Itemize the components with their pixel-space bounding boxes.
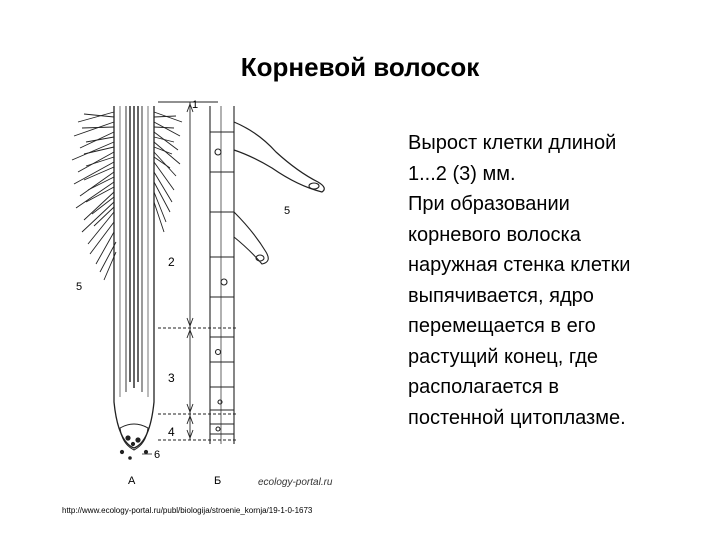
body-line: постенной цитоплазме. <box>408 406 626 429</box>
body-line: При образовании <box>408 193 570 215</box>
caption-a: А <box>128 475 136 487</box>
body-line: перемещается в его <box>408 315 596 337</box>
part-label-6: 6 <box>154 449 161 461</box>
zone-label-2: 2 <box>168 255 175 269</box>
root-hairs-right <box>154 112 182 232</box>
root-tip-drawing <box>72 106 182 459</box>
slide-title: Корневой волосок <box>240 52 480 82</box>
zone-label-1: 1 <box>192 99 199 111</box>
slide-body-text <box>408 128 708 433</box>
source-url: http://www.ecology-portal.ru/publ/biologija/stroenie_kornja/19-1-0-1673 <box>62 506 313 515</box>
caption-b: Б <box>214 475 222 487</box>
cell-column-drawing <box>210 106 324 444</box>
zone-dimension-lines <box>158 102 238 440</box>
zone-label-4: 4 <box>168 425 175 439</box>
root-hairs-left <box>72 112 116 280</box>
watermark-text: ecology-portal.ru <box>258 477 333 488</box>
body-line: наружная стенка клетки <box>408 254 631 276</box>
body-line: 1...2 (3) мм. <box>408 162 516 185</box>
body-line: корневого волоска <box>408 223 581 246</box>
root-hair-illustration <box>58 92 358 522</box>
hair-label-right: 5 <box>284 205 291 217</box>
body-line: располагается в <box>408 376 559 398</box>
body-line: растущий конец, где <box>408 345 599 368</box>
body-line: выпячивается, ядро <box>408 284 594 307</box>
body-line: Вырост клетки длиной <box>408 132 617 154</box>
hair-label-left: 5 <box>76 281 83 293</box>
zone-label-3: 3 <box>168 371 175 385</box>
